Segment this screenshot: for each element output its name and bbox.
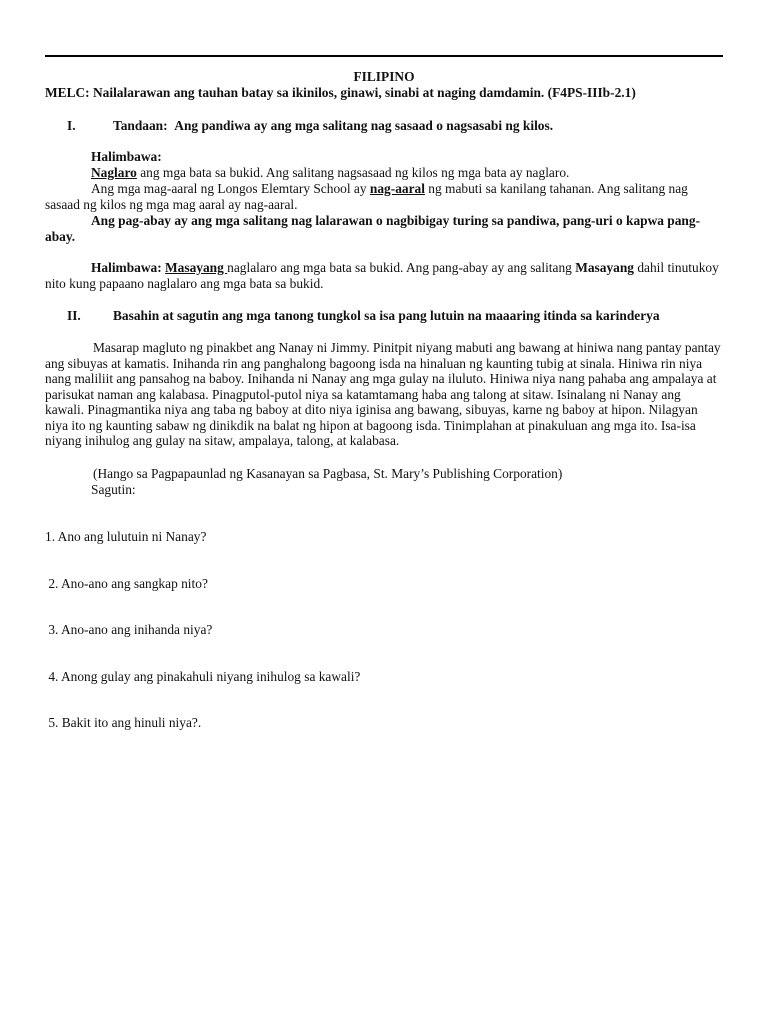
example-3-word: Masayang	[165, 260, 228, 275]
example-3-rest: dahil tinutukoy nito kung papaano naglalaro ang mga bata sa bukid.	[45, 260, 719, 291]
example-3-label: Halimbawa:	[91, 260, 166, 275]
question-item: 5. Bakit ito ang hinuli niya?.	[45, 715, 202, 730]
section-1-text: Ang pandiwa ay ang mga salitang nag sasaad o nagsasabi ng kilos.	[174, 118, 554, 133]
example-3-mid: naglalaro ang mga bata sa bukid. Ang pang-abay ay ang salitang	[227, 260, 576, 275]
example-1-word: Naglaro	[91, 165, 137, 180]
section-2-numeral: II.	[67, 308, 81, 323]
section-2-heading	[67, 308, 660, 324]
question-item: 3. Ano-ano ang inihanda niya?	[45, 622, 213, 637]
story-paragraph: Masarap magluto ng pinakbet ang Nanay ni Jimmy. Pinitpit niyang mabuti ang bawang at hiniwa nang pantay pantay ang sibuyas at kamatis. Inihanda rin ang panghalong bagoong isda na hinaluan ng kaunting tubig at sinala. Hiniwa rin niya nang maliliit ang pansahog na baboy. Inihanda ni Nanay ang mga gulay na iluluto. Hiniwa niya nang pahaba ang ampalaya at parisukat naman ang kalabasa. Pinagputol-putol niya sa katamtamang haba ang talong at sitaw. Isinalang ni Nanay ang kawali. Pinagmantika niya ang taba ng baboy at dito niya iginisa ang bawang, sibuyas, karne ng baboy at hipon. Nilagyan niya ito ng kaunting sabaw ng dinikdik na balat ng hipon at bagoong isda. Tinimplahan at pinakuluan ang mga ito. Isa-isa niyang inihulog ang gulay na sitaw, ampalaya, talong, at kalabasa.	[45, 340, 721, 448]
melc-line: MELC: Nailalarawan ang tauhan batay sa ikinilos, ginawi, sinabi at naging damdamin. (F4PS-IIIb-2.1)	[45, 85, 636, 100]
example-3-word-2: Masayang	[575, 260, 634, 275]
answer-label: Sagutin:	[91, 482, 136, 497]
top-rule	[45, 55, 723, 57]
example-3	[45, 260, 723, 291]
section-1-label: Tandaan:	[113, 118, 168, 133]
example-2-rest: ng mabuti sa kanilang tahanan. Ang salitang nag sasaad ng kilos ng mga mag aaral ay nag-aaral.	[45, 181, 688, 212]
question-item: 1. Ano ang lulutuin ni Nanay?	[45, 529, 207, 544]
source-citation: (Hango sa Pagpapaunlad ng Kasanayan sa Pagbasa, St. Mary’s Publishing Corporation)	[93, 466, 563, 481]
section-1-heading	[67, 118, 553, 134]
section-1-numeral: I.	[67, 118, 76, 133]
pangabay-definition: Ang pag-abay ay ang mga salitang nag lalarawan o nagbibigay turing sa pandiwa, pang-uri o kapwa pang-abay.	[45, 213, 701, 244]
question-item: 2. Ano-ano ang sangkap nito?	[45, 575, 208, 591]
example-1-rest: ang mga bata sa bukid. Ang salitang nagsasaad ng kilos ng mga bata ay naglaro.	[136, 165, 570, 180]
example-2	[45, 181, 723, 212]
page-title: FILIPINO	[353, 69, 415, 84]
example-2-word: nag-aaral	[369, 181, 425, 196]
question-list	[45, 498, 723, 762]
example-1	[91, 165, 723, 181]
question-item: 4. Anong gulay ang pinakahuli niyang inihulog sa kawali?	[45, 668, 361, 684]
example-2-pre: Ang mga mag-aaral ng Longos Elemtary School ay	[91, 181, 370, 196]
example-heading: Halimbawa:	[91, 149, 162, 164]
section-2-heading-text: Basahin at sagutin ang mga tanong tungkol sa isa pang lutuin na maaaring itinda sa karinderya	[113, 308, 660, 323]
